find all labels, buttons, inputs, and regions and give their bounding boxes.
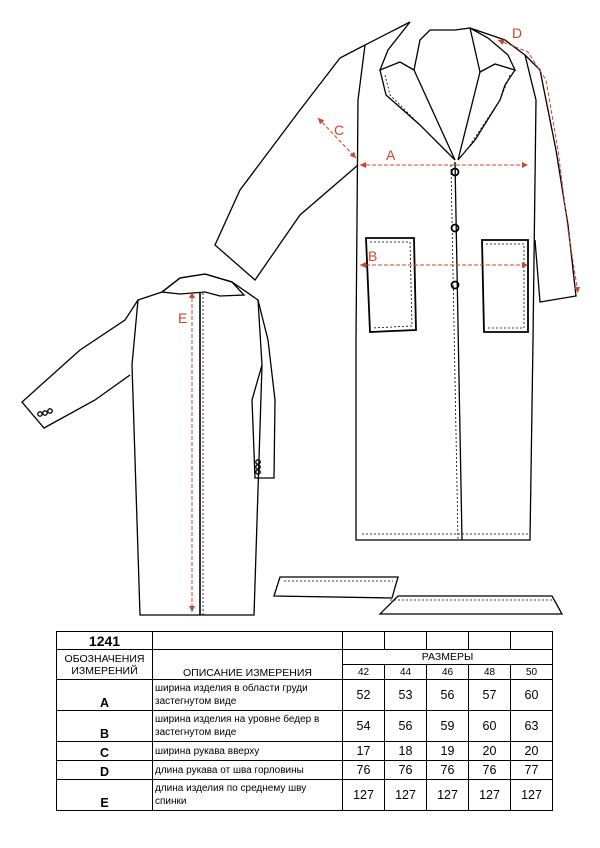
row-value: 18 [385, 742, 427, 761]
row-value: 127 [469, 780, 511, 811]
coat-front-lapel-stitch [385, 75, 445, 150]
size-42: 42 [343, 665, 385, 680]
header-codes-line-1: ОБОЗНАЧЕНИЯ [64, 652, 145, 665]
row-value: 52 [343, 680, 385, 711]
table-row [57, 680, 553, 711]
row-description: ширина изделия на уровне бедер в застегнутом виде [153, 711, 343, 742]
table-row-header [57, 650, 553, 665]
row-value: 17 [343, 742, 385, 761]
measure-e-label: E [178, 310, 188, 326]
coat-back-view [22, 274, 275, 615]
row-value: 57 [469, 680, 511, 711]
measure-d-label: D [512, 25, 523, 41]
coat-front-view [215, 22, 576, 540]
table-row [57, 711, 553, 742]
table-row [57, 742, 553, 761]
row-value: 56 [385, 711, 427, 742]
row-code: B [57, 711, 153, 742]
header-codes-line-2: ИЗМЕРЕНИЙ [71, 664, 138, 677]
row-value: 56 [427, 680, 469, 711]
coat-back-body [132, 274, 262, 615]
row-value: 59 [427, 711, 469, 742]
coat-back-collar [162, 274, 244, 296]
row-value: 127 [343, 780, 385, 811]
header-sizes: РАЗМЕРЫ [343, 650, 553, 665]
row-code: C [57, 742, 153, 761]
row-value: 20 [469, 742, 511, 761]
coat-back-left-sleeve [22, 300, 138, 428]
row-value: 60 [511, 680, 553, 711]
row-value: 20 [511, 742, 553, 761]
row-code: A [57, 680, 153, 711]
row-description: длина изделия по среднему шву спинки [153, 780, 343, 811]
size-44: 44 [385, 665, 427, 680]
belt [274, 577, 562, 614]
coat-button [452, 225, 459, 232]
row-value: 76 [427, 761, 469, 780]
size-48: 48 [469, 665, 511, 680]
coat-front-pocket-right [482, 240, 528, 332]
row-description: длина рукава от шва горловины [153, 761, 343, 780]
coat-front-neck [414, 28, 480, 72]
size-46: 46 [427, 665, 469, 680]
header-description: ОПИСАНИЕ ИЗМЕРЕНИЯ [153, 650, 343, 680]
sleeve-button [256, 465, 260, 469]
row-value: 63 [511, 711, 553, 742]
row-value: 127 [427, 780, 469, 811]
row-value: 53 [385, 680, 427, 711]
row-code: E [57, 780, 153, 811]
coat-front-left-sleeve [215, 45, 365, 280]
belt-right-part [380, 596, 562, 614]
measure-a-label: A [386, 147, 396, 163]
measure-c-label: C [334, 122, 345, 138]
row-description: ширина изделия в области груди застегнутом виде [153, 680, 343, 711]
coat-front-placket-stitch [451, 165, 458, 540]
table-row-model [57, 632, 553, 650]
row-value: 127 [385, 780, 427, 811]
belt-left-part [274, 577, 398, 598]
coat-front-body [356, 22, 536, 540]
header-codes [57, 650, 153, 680]
model-number: 1241 [57, 632, 153, 650]
row-value: 76 [385, 761, 427, 780]
row-description: ширина рукава вверху [153, 742, 343, 761]
sleeve-button [48, 409, 52, 413]
coat-front-placket [455, 162, 462, 540]
row-code: D [57, 761, 153, 780]
size-chart-table [56, 631, 553, 811]
size-50: 50 [511, 665, 553, 680]
table-row [57, 761, 553, 780]
coat-front-pocket-right-stitch [486, 244, 524, 328]
sleeve-button [43, 411, 47, 415]
measure-b-label: B [368, 248, 378, 264]
row-value: 54 [343, 711, 385, 742]
coat-front-collar-right [470, 28, 515, 72]
table-row [57, 780, 553, 811]
row-value: 76 [469, 761, 511, 780]
measurement-marks [192, 40, 578, 612]
sleeve-button [38, 412, 42, 416]
coat-back-right-sleeve [252, 300, 275, 478]
row-value: 127 [511, 780, 553, 811]
row-value: 77 [511, 761, 553, 780]
row-value: 60 [469, 711, 511, 742]
row-value: 76 [343, 761, 385, 780]
row-value: 19 [427, 742, 469, 761]
coat-front-right-sleeve [525, 55, 576, 302]
